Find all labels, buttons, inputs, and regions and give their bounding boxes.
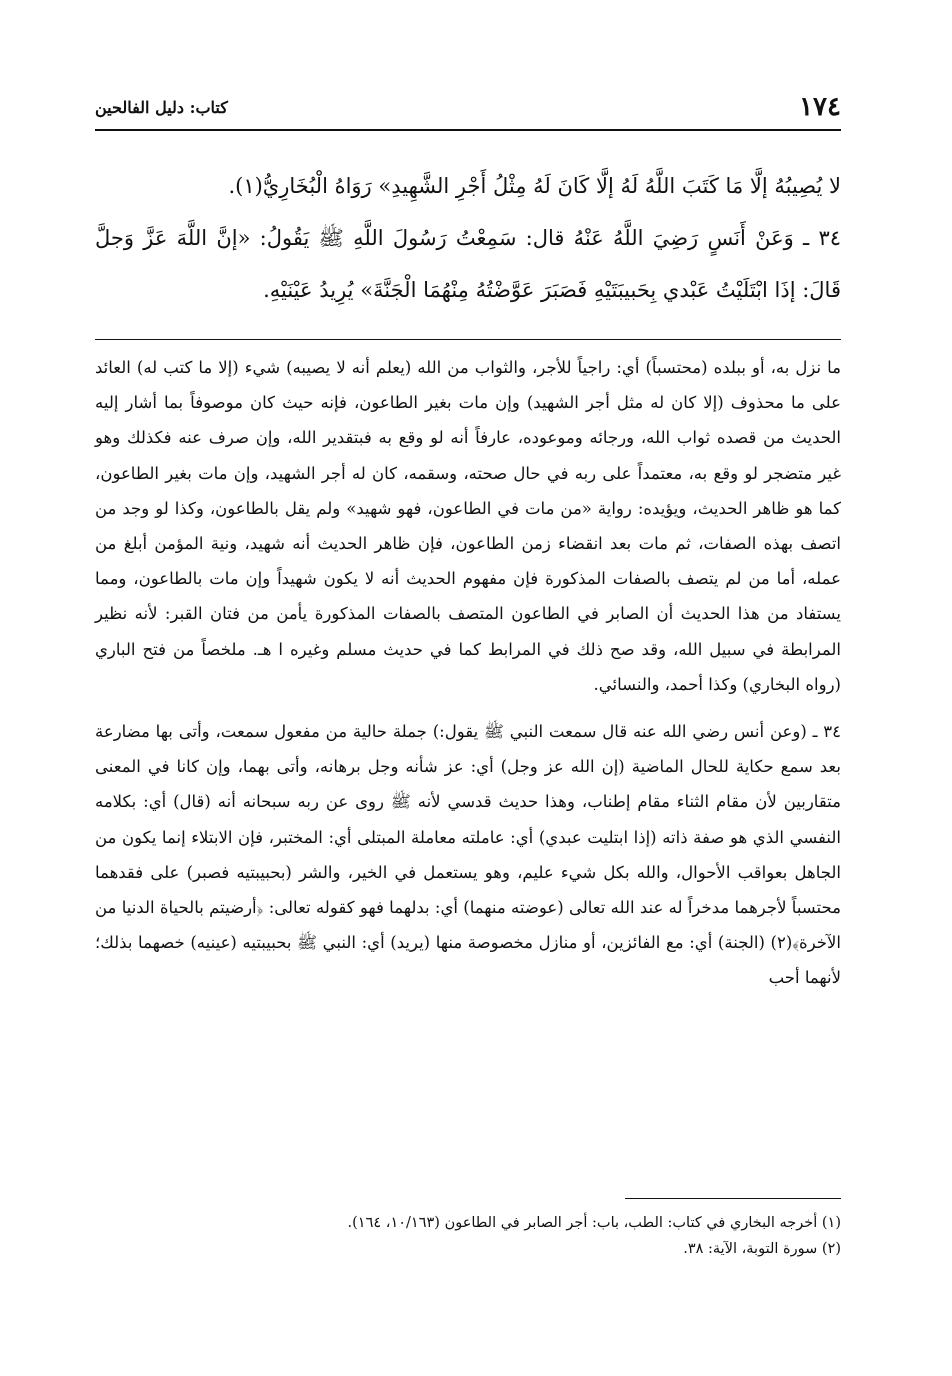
running-title: كتاب: دليل الفالحين <box>95 98 228 117</box>
text-commentary-divider <box>95 339 841 340</box>
commentary-paragraph-34: ٣٤ ـ (وعن أنس رضي الله عنه قال سمعت النبي ﷺ يقول:) جملة حالية من مفعول سمعت، وأتى بها مضارعة بعد سمع حكاية للحال الماضية (إن الله عز وجل) أي: عز شأنه وجل برهانه، وأتى بهما، وإن كانا في المعنى متقاربين لأن مقام الثناء مقام إطناب، وهذا حديث قدسي لأنه ﷺ روى عن ربه سبحانه أنه (قال) أي: بكلامه النفسي الذي هو صفة ذاته (إذا ابتليت عبدي) أي: عاملته معاملة المبتلى أي: المختبر، فإن الابتلاء إنما يكون من الجاهل بعواقب الأحوال، والله بكل شيء عليم، وهو يستعمل في الخير، والشر (بحبيبتيه فصبر) على فقدهما محتسباً لأجرهما مدخراً له عند الله تعالى (عوضته منهما) أي: بدلهما فهو كقوله تعالى: ﴿أرضيتم بالحياة الدنيا من الآخرة﴾(٢) (الجنة) أي: مع الفائزين، أو منازل مخصوصة منها (يريد) أي: النبي ﷺ بحبيبتيه (عينيه) خصهما بذلك؛ لأنهما أحب <box>95 722 841 988</box>
hadith-line-continuation: لا يُصِيبُهُ إلَّا مَا كَتَبَ اللَّهُ لَهُ إلَّا كَانَ لَهُ مِثْلُ أَجْرِ الشَّهِيدِ» رَوَاهُ الْبُخَارِيُّ(١). <box>228 174 841 198</box>
commentary-text <box>95 350 841 996</box>
footnotes <box>95 1210 841 1262</box>
header-rule <box>95 129 841 131</box>
commentary-paragraph-1: ما نزل به، أو ببلده (محتسباً) أي: راجياً للأجر، والثواب من الله (يعلم أنه لا يصيبه) شيء (إلا ما كتب له) العائد على ما محذوف (إلا كان له مثل أجر الشهيد) وإن مات بغير الطاعون، فإنه حيث كان موصوفاً بما أشار إليه الحديث من قصده ثواب الله، ورجائه وموعوده، عارفاً أنه لو وقع به فبتقدير الله، وإن صرف عنه فكذلك وهو غير متضجر لو وقع به، معتمداً على ربه في حال صحته، وسقمه، كان له أجر الشهيد، وإن مات بغير الطاعون، كما هو ظاهر الحديث، ويؤيده: رواية «من مات في الطاعون، فهو شهيد» ولم يقل بالطاعون، وكذا لو وجد من اتصف بهذه الصفات، ثم مات بعد انقضاء زمن الطاعون، فإن ظاهر الحديث أنه شهيد، ونية المؤمن أبلغ من عمله، أما من لم يتصف بالصفات المذكورة فإن مفهوم الحديث أنه لا يكون شهيداً وإن مات بالطاعون، ومما يستفاد من هذا الحديث أن الصابر في الطاعون المتصف بالصفات المذكورة يأمن من فتان القبر: لأنه نظير المرابطة في سبيل الله، وقد صح ذلك في المرابط كما في حديث مسلم وغيره ا هـ. ملخصاً من فتح الباري (رواه البخاري) وكذا أحمد، والنسائي. <box>95 358 841 694</box>
hadith-text <box>95 160 841 316</box>
hadith-34: ٣٤ ـ وَعَنْ أَنَسٍ رَضِيَ اللَّهُ عَنْهُ قال: سَمِعْتُ رَسُولَ اللَّهِ ﷺ يَقُولُ: «إنَّ اللَّهَ عَزَّ وَجلَّ قَالَ: إذَا ابْتَلَيْتُ عَبْدي بِحَبيبَتَيْهِ فَصَبَرَ عَوَّضْتُهُ مِنْهُمَا الْجَنَّةَ» يُرِيدُ عَيْنَيْهِ. <box>95 226 841 302</box>
footnote-rule <box>625 1198 841 1199</box>
page-header <box>95 92 841 126</box>
page-number: ١٧٤ <box>799 92 841 122</box>
footnote-2: (٢) سورة التوبة، الآية: ٣٨. <box>683 1241 841 1257</box>
footnote-1: (١) أخرجه البخاري في كتاب: الطب، باب: أجر الصابر في الطاعون (١٠/١٦٣، ١٦٤). <box>347 1215 841 1231</box>
